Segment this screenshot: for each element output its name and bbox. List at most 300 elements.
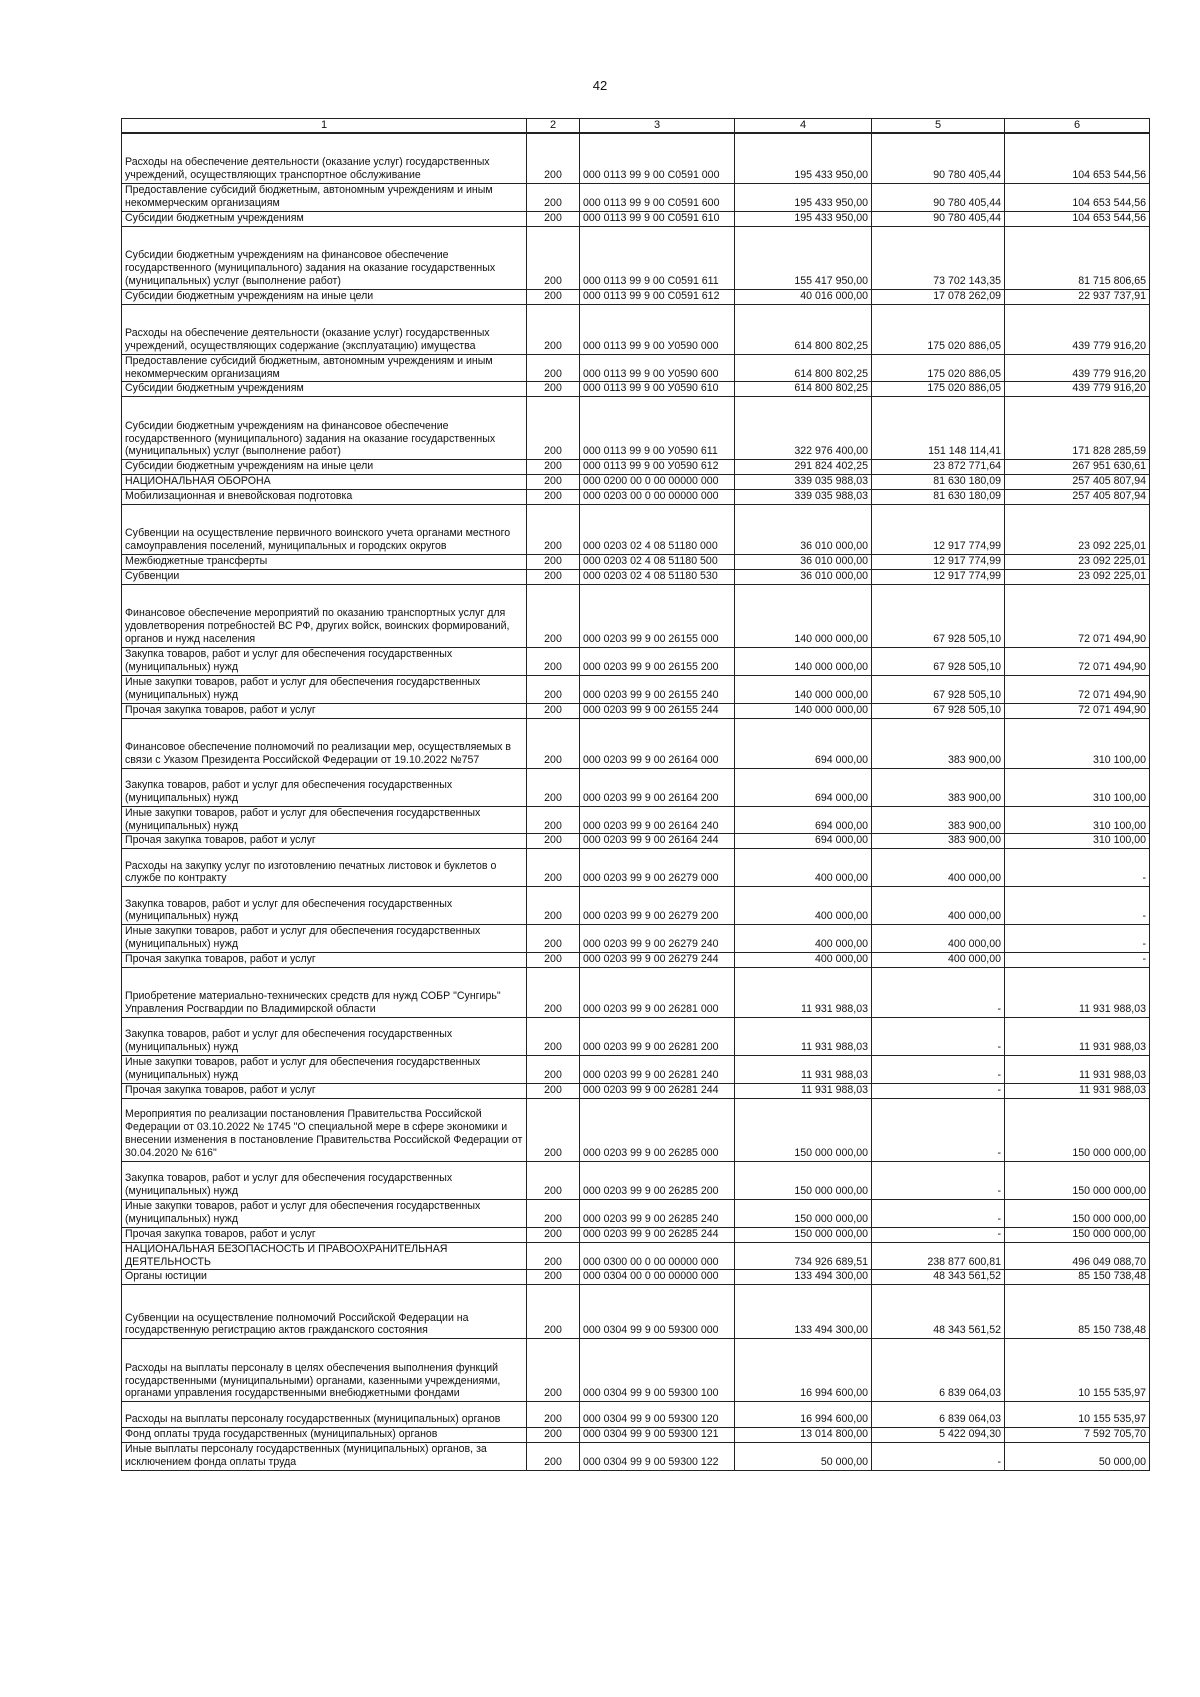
approved-amount-cell: 140 000 000,00 [735, 703, 872, 718]
line-code-cell: 200 [527, 555, 580, 570]
budget-classification-code-cell: 000 0203 99 9 00 26155 240 [580, 675, 735, 703]
approved-amount-cell: 339 035 988,03 [735, 490, 872, 505]
budget-classification-code-cell: 000 0304 00 0 00 00000 000 [580, 1270, 735, 1285]
executed-amount-cell: - [872, 1056, 1005, 1084]
budget-classification-code-cell: 000 0203 99 9 00 26155 200 [580, 647, 735, 675]
table-row [122, 1443, 1150, 1471]
approved-amount-cell: 133 494 300,00 [735, 1285, 872, 1339]
line-code-cell: 200 [527, 1285, 580, 1339]
line-code-cell: 200 [527, 806, 580, 834]
line-code-cell: 200 [527, 1242, 580, 1270]
unexecuted-amount-cell: 10 155 535,97 [1005, 1402, 1150, 1428]
budget-classification-code-cell: 000 0203 00 0 00 00000 000 [580, 490, 735, 505]
budget-classification-code-cell: 000 0203 99 9 00 26285 244 [580, 1227, 735, 1242]
expense-name-cell: Прочая закупка товаров, работ и услуг [122, 834, 527, 849]
expense-name-cell: Субсидии бюджетным учреждениям на иные цели [122, 460, 527, 475]
approved-amount-cell: 694 000,00 [735, 834, 872, 849]
table-row [122, 211, 1150, 226]
line-code-cell: 200 [527, 460, 580, 475]
expense-name-cell: Расходы на выплаты персоналу государственных (муниципальных) органов [122, 1402, 527, 1428]
expense-name-cell: Иные закупки товаров, работ и услуг для обеспечения государственных (муниципальных) нужд [122, 1056, 527, 1084]
line-code-cell: 200 [527, 703, 580, 718]
column-header-1: 1 [122, 119, 527, 134]
executed-amount-cell: 48 343 561,52 [872, 1270, 1005, 1285]
column-header-2: 2 [527, 119, 580, 134]
unexecuted-amount-cell: 439 779 916,20 [1005, 354, 1150, 382]
unexecuted-amount-cell: 50 000,00 [1005, 1443, 1150, 1471]
approved-amount-cell: 614 800 802,25 [735, 382, 872, 397]
approved-amount-cell: 36 010 000,00 [735, 570, 872, 585]
budget-classification-code-cell: 000 0203 99 9 00 26281 244 [580, 1083, 735, 1098]
approved-amount-cell: 614 800 802,25 [735, 354, 872, 382]
table-row [122, 834, 1150, 849]
executed-amount-cell: 383 900,00 [872, 806, 1005, 834]
unexecuted-amount-cell: 11 931 988,03 [1005, 1083, 1150, 1098]
budget-classification-code-cell: 000 0203 99 9 00 26164 244 [580, 834, 735, 849]
column-number-row [122, 119, 1150, 134]
expense-name-cell: Субсидии бюджетным учреждениям на иные цели [122, 289, 527, 304]
expense-name-cell: Закупка товаров, работ и услуг для обеспечения государственных (муниципальных) нужд [122, 768, 527, 806]
budget-classification-code-cell: 000 0203 99 9 00 26281 000 [580, 968, 735, 1018]
table-row [122, 849, 1150, 887]
executed-amount-cell: 400 000,00 [872, 953, 1005, 968]
table-row [122, 226, 1150, 289]
unexecuted-amount-cell: 81 715 806,65 [1005, 226, 1150, 289]
approved-amount-cell: 11 931 988,03 [735, 968, 872, 1018]
budget-classification-code-cell: 000 0304 99 9 00 59300 122 [580, 1443, 735, 1471]
expense-name-cell: Иные выплаты персоналу государственных (муниципальных) органов, за исключением фонда оплаты труда [122, 1443, 527, 1471]
budget-classification-code-cell: 000 0113 99 9 00 С0591 600 [580, 183, 735, 211]
unexecuted-amount-cell: 310 100,00 [1005, 768, 1150, 806]
table-row [122, 718, 1150, 768]
table-row [122, 490, 1150, 505]
budget-classification-code-cell: 000 0203 99 9 00 26279 240 [580, 925, 735, 953]
budget-classification-code-cell: 000 0113 99 9 00 У0590 612 [580, 460, 735, 475]
executed-amount-cell: 238 877 600,81 [872, 1242, 1005, 1270]
expense-name-cell: Расходы на обеспечение деятельности (оказание услуг) государственных учреждений, осуществляющих транспортное обслуживание [122, 133, 527, 183]
budget-classification-code-cell: 000 0203 02 4 08 51180 530 [580, 570, 735, 585]
table-row [122, 1098, 1150, 1161]
line-code-cell: 200 [527, 1443, 580, 1471]
line-code-cell: 200 [527, 1098, 580, 1161]
approved-amount-cell: 16 994 600,00 [735, 1339, 872, 1402]
executed-amount-cell: 67 928 505,10 [872, 584, 1005, 647]
table-row [122, 647, 1150, 675]
expense-name-cell: Субсидии бюджетным учреждениям [122, 382, 527, 397]
expense-name-cell: Приобретение материально-технических средств для нужд СОБР "Сунгирь" Управления Росгвардии по Владимирской области [122, 968, 527, 1018]
expense-name-cell: Прочая закупка товаров, работ и услуг [122, 1083, 527, 1098]
unexecuted-amount-cell: 257 405 807,94 [1005, 475, 1150, 490]
column-header-3: 3 [580, 119, 735, 134]
approved-amount-cell: 400 000,00 [735, 925, 872, 953]
line-code-cell: 200 [527, 887, 580, 925]
unexecuted-amount-cell: 72 071 494,90 [1005, 675, 1150, 703]
column-header-5: 5 [872, 119, 1005, 134]
executed-amount-cell: - [872, 1227, 1005, 1242]
expense-name-cell: Закупка товаров, работ и услуг для обеспечения государственных (муниципальных) нужд [122, 1018, 527, 1056]
approved-amount-cell: 133 494 300,00 [735, 1270, 872, 1285]
approved-amount-cell: 195 433 950,00 [735, 211, 872, 226]
unexecuted-amount-cell: 72 071 494,90 [1005, 703, 1150, 718]
line-code-cell: 200 [527, 584, 580, 647]
table-row [122, 1199, 1150, 1227]
budget-classification-code-cell: 000 0113 99 9 00 У0590 611 [580, 397, 735, 460]
budget-classification-code-cell: 000 0304 99 9 00 59300 000 [580, 1285, 735, 1339]
approved-amount-cell: 13 014 800,00 [735, 1428, 872, 1443]
approved-amount-cell: 150 000 000,00 [735, 1098, 872, 1161]
table-row [122, 584, 1150, 647]
table-row [122, 968, 1150, 1018]
table-row [122, 1285, 1150, 1339]
expense-name-cell: Мероприятия по реализации постановления Правительства Российской Федерации от 03.10.2022 № 1745 "О специальной мере в сфере экономики и внесении изменения в постановление Правительства Российской Федерации от 30.04.2020 № 616" [122, 1098, 527, 1161]
line-code-cell: 200 [527, 1227, 580, 1242]
unexecuted-amount-cell: 104 653 544,56 [1005, 183, 1150, 211]
budget-classification-code-cell: 000 0203 99 9 00 26281 200 [580, 1018, 735, 1056]
unexecuted-amount-cell: 23 092 225,01 [1005, 555, 1150, 570]
table-row [122, 1428, 1150, 1443]
budget-classification-code-cell: 000 0113 99 9 00 С0591 610 [580, 211, 735, 226]
line-code-cell: 200 [527, 647, 580, 675]
approved-amount-cell: 322 976 400,00 [735, 397, 872, 460]
unexecuted-amount-cell: 310 100,00 [1005, 718, 1150, 768]
budget-classification-code-cell: 000 0203 99 9 00 26164 200 [580, 768, 735, 806]
executed-amount-cell: 175 020 886,05 [872, 304, 1005, 354]
line-code-cell: 200 [527, 675, 580, 703]
line-code-cell: 200 [527, 1161, 580, 1199]
executed-amount-cell: 400 000,00 [872, 925, 1005, 953]
approved-amount-cell: 694 000,00 [735, 768, 872, 806]
column-header-6: 6 [1005, 119, 1150, 134]
executed-amount-cell: 67 928 505,10 [872, 703, 1005, 718]
expense-name-cell: Закупка товаров, работ и услуг для обеспечения государственных (муниципальных) нужд [122, 1161, 527, 1199]
unexecuted-amount-cell: 104 653 544,56 [1005, 133, 1150, 183]
executed-amount-cell: 17 078 262,09 [872, 289, 1005, 304]
budget-classification-code-cell: 000 0203 02 4 08 51180 500 [580, 555, 735, 570]
expense-name-cell: Органы юстиции [122, 1270, 527, 1285]
approved-amount-cell: 11 931 988,03 [735, 1056, 872, 1084]
approved-amount-cell: 400 000,00 [735, 849, 872, 887]
approved-amount-cell: 140 000 000,00 [735, 675, 872, 703]
line-code-cell: 200 [527, 354, 580, 382]
line-code-cell: 200 [527, 1056, 580, 1084]
approved-amount-cell: 694 000,00 [735, 806, 872, 834]
unexecuted-amount-cell: - [1005, 953, 1150, 968]
unexecuted-amount-cell: 11 931 988,03 [1005, 1056, 1150, 1084]
executed-amount-cell: 12 917 774,99 [872, 555, 1005, 570]
approved-amount-cell: 155 417 950,00 [735, 226, 872, 289]
expense-name-cell: Финансовое обеспечение мероприятий по оказанию транспортных услуг для удовлетворения потребностей ВС РФ, других войск, воинских формирований, органов и нужд населения [122, 584, 527, 647]
expense-name-cell: НАЦИОНАЛЬНАЯ БЕЗОПАСНОСТЬ И ПРАВООХРАНИТЕЛЬНАЯ ДЕЯТЕЛЬНОСТЬ [122, 1242, 527, 1270]
executed-amount-cell: 81 630 180,09 [872, 490, 1005, 505]
executed-amount-cell: 6 839 064,03 [872, 1402, 1005, 1428]
approved-amount-cell: 36 010 000,00 [735, 555, 872, 570]
line-code-cell: 200 [527, 1199, 580, 1227]
budget-classification-code-cell: 000 0203 99 9 00 26164 240 [580, 806, 735, 834]
budget-classification-code-cell: 000 0203 99 9 00 26281 240 [580, 1056, 735, 1084]
approved-amount-cell: 694 000,00 [735, 718, 872, 768]
line-code-cell: 200 [527, 1428, 580, 1443]
executed-amount-cell: 67 928 505,10 [872, 647, 1005, 675]
line-code-cell: 200 [527, 834, 580, 849]
executed-amount-cell: 5 422 094,30 [872, 1428, 1005, 1443]
table-row [122, 289, 1150, 304]
executed-amount-cell: - [872, 968, 1005, 1018]
unexecuted-amount-cell: 85 150 738,48 [1005, 1270, 1150, 1285]
unexecuted-amount-cell: 310 100,00 [1005, 806, 1150, 834]
approved-amount-cell: 16 994 600,00 [735, 1402, 872, 1428]
expense-name-cell: НАЦИОНАЛЬНАЯ ОБОРОНА [122, 475, 527, 490]
expense-name-cell: Субвенции [122, 570, 527, 585]
executed-amount-cell: 383 900,00 [872, 718, 1005, 768]
line-code-cell: 200 [527, 925, 580, 953]
unexecuted-amount-cell: 496 049 088,70 [1005, 1242, 1150, 1270]
line-code-cell: 200 [527, 211, 580, 226]
unexecuted-amount-cell: 10 155 535,97 [1005, 1339, 1150, 1402]
budget-classification-code-cell: 000 0203 99 9 00 26164 000 [580, 718, 735, 768]
table-row [122, 505, 1150, 555]
budget-classification-code-cell: 000 0203 99 9 00 26155 244 [580, 703, 735, 718]
line-code-cell: 200 [527, 133, 580, 183]
approved-amount-cell: 150 000 000,00 [735, 1227, 872, 1242]
line-code-cell: 200 [527, 382, 580, 397]
approved-amount-cell: 400 000,00 [735, 887, 872, 925]
expense-name-cell: Финансовое обеспечение полномочий по реализации мер, осуществляемых в связи с Указом Президента Российской Федерации от 19.10.2022 №757 [122, 718, 527, 768]
executed-amount-cell: 90 780 405,44 [872, 211, 1005, 226]
line-code-cell: 200 [527, 1083, 580, 1098]
approved-amount-cell: 11 931 988,03 [735, 1083, 872, 1098]
expense-name-cell: Субсидии бюджетным учреждениям на финансовое обеспечение государственного (муниципального) задания на оказание государственных (муниципальных) услуг (выполнение работ) [122, 226, 527, 289]
expense-name-cell: Иные закупки товаров, работ и услуг для обеспечения государственных (муниципальных) нужд [122, 675, 527, 703]
unexecuted-amount-cell: 23 092 225,01 [1005, 505, 1150, 555]
unexecuted-amount-cell: 150 000 000,00 [1005, 1227, 1150, 1242]
expense-name-cell: Субвенции на осуществление полномочий Российской Федерации на государственную регистрацию актов гражданского состояния [122, 1285, 527, 1339]
executed-amount-cell: 383 900,00 [872, 768, 1005, 806]
approved-amount-cell: 400 000,00 [735, 953, 872, 968]
executed-amount-cell: 73 702 143,35 [872, 226, 1005, 289]
table-row [122, 1018, 1150, 1056]
line-code-cell: 200 [527, 397, 580, 460]
expense-name-cell: Мобилизационная и вневойсковая подготовка [122, 490, 527, 505]
table-row [122, 768, 1150, 806]
budget-classification-code-cell: 000 0203 99 9 00 26279 200 [580, 887, 735, 925]
budget-classification-code-cell: 000 0304 99 9 00 59300 121 [580, 1428, 735, 1443]
unexecuted-amount-cell: 267 951 630,61 [1005, 460, 1150, 475]
unexecuted-amount-cell: 439 779 916,20 [1005, 382, 1150, 397]
executed-amount-cell: 12 917 774,99 [872, 570, 1005, 585]
table-row [122, 1083, 1150, 1098]
line-code-cell: 200 [527, 968, 580, 1018]
table-row [122, 1339, 1150, 1402]
line-code-cell: 200 [527, 289, 580, 304]
unexecuted-amount-cell: 150 000 000,00 [1005, 1199, 1150, 1227]
expense-name-cell: Иные закупки товаров, работ и услуг для обеспечения государственных (муниципальных) нужд [122, 1199, 527, 1227]
executed-amount-cell: - [872, 1098, 1005, 1161]
budget-classification-code-cell: 000 0113 99 9 00 С0591 611 [580, 226, 735, 289]
unexecuted-amount-cell: 104 653 544,56 [1005, 211, 1150, 226]
unexecuted-amount-cell: 72 071 494,90 [1005, 647, 1150, 675]
budget-classification-code-cell: 000 0113 99 9 00 С0591 000 [580, 133, 735, 183]
column-header-4: 4 [735, 119, 872, 134]
budget-classification-code-cell: 000 0203 99 9 00 26279 244 [580, 953, 735, 968]
table-row [122, 675, 1150, 703]
budget-classification-code-cell: 000 0113 99 9 00 У0590 610 [580, 382, 735, 397]
budget-classification-code-cell: 000 0113 99 9 00 У0590 000 [580, 304, 735, 354]
approved-amount-cell: 291 824 402,25 [735, 460, 872, 475]
executed-amount-cell: 81 630 180,09 [872, 475, 1005, 490]
executed-amount-cell: 383 900,00 [872, 834, 1005, 849]
line-code-cell: 200 [527, 1018, 580, 1056]
approved-amount-cell: 195 433 950,00 [735, 183, 872, 211]
line-code-cell: 200 [527, 1270, 580, 1285]
expense-name-cell: Прочая закупка товаров, работ и услуг [122, 953, 527, 968]
approved-amount-cell: 11 931 988,03 [735, 1018, 872, 1056]
executed-amount-cell: 175 020 886,05 [872, 354, 1005, 382]
approved-amount-cell: 140 000 000,00 [735, 647, 872, 675]
budget-classification-code-cell: 000 0113 99 9 00 У0590 600 [580, 354, 735, 382]
expense-name-cell: Расходы на выплаты персоналу в целях обеспечения выполнения функций государственными (муниципальными) органами, казенными учреждениями, органами управления государственными внебюджетными фондами [122, 1339, 527, 1402]
approved-amount-cell: 339 035 988,03 [735, 475, 872, 490]
unexecuted-amount-cell: 11 931 988,03 [1005, 1018, 1150, 1056]
executed-amount-cell: 400 000,00 [872, 849, 1005, 887]
executed-amount-cell: 175 020 886,05 [872, 382, 1005, 397]
executed-amount-cell: 151 148 114,41 [872, 397, 1005, 460]
executed-amount-cell: - [872, 1199, 1005, 1227]
unexecuted-amount-cell: 257 405 807,94 [1005, 490, 1150, 505]
page-number: 42 [592, 78, 608, 93]
table-row [122, 1227, 1150, 1242]
executed-amount-cell: 23 872 771,64 [872, 460, 1005, 475]
budget-classification-code-cell: 000 0203 99 9 00 26285 240 [580, 1199, 735, 1227]
approved-amount-cell: 140 000 000,00 [735, 584, 872, 647]
unexecuted-amount-cell: 85 150 738,48 [1005, 1285, 1150, 1339]
budget-classification-code-cell: 000 0203 02 4 08 51180 000 [580, 505, 735, 555]
executed-amount-cell: 48 343 561,52 [872, 1285, 1005, 1339]
approved-amount-cell: 195 433 950,00 [735, 133, 872, 183]
executed-amount-cell: 6 839 064,03 [872, 1339, 1005, 1402]
executed-amount-cell: 67 928 505,10 [872, 675, 1005, 703]
table-row [122, 1056, 1150, 1084]
table-row [122, 1161, 1150, 1199]
expense-name-cell: Расходы на обеспечение деятельности (оказание услуг) государственных учреждений, осуществляющих содержание (эксплуатацию) имущества [122, 304, 527, 354]
line-code-cell: 200 [527, 304, 580, 354]
budget-execution-table [121, 118, 1150, 1471]
table-row [122, 555, 1150, 570]
unexecuted-amount-cell: 23 092 225,01 [1005, 570, 1150, 585]
unexecuted-amount-cell: 22 937 737,91 [1005, 289, 1150, 304]
line-code-cell: 200 [527, 570, 580, 585]
table-row [122, 806, 1150, 834]
budget-classification-code-cell: 000 0304 99 9 00 59300 120 [580, 1402, 735, 1428]
unexecuted-amount-cell: 171 828 285,59 [1005, 397, 1150, 460]
table-row [122, 1402, 1150, 1428]
line-code-cell: 200 [527, 849, 580, 887]
line-code-cell: 200 [527, 490, 580, 505]
approved-amount-cell: 36 010 000,00 [735, 505, 872, 555]
line-code-cell: 200 [527, 226, 580, 289]
budget-classification-code-cell: 000 0203 99 9 00 26285 200 [580, 1161, 735, 1199]
table-row [122, 887, 1150, 925]
executed-amount-cell: - [872, 1161, 1005, 1199]
executed-amount-cell: - [872, 1083, 1005, 1098]
line-code-cell: 200 [527, 718, 580, 768]
executed-amount-cell: 90 780 405,44 [872, 133, 1005, 183]
table-row [122, 1270, 1150, 1285]
budget-classification-code-cell: 000 0203 99 9 00 26285 000 [580, 1098, 735, 1161]
expense-name-cell: Субсидии бюджетным учреждениям [122, 211, 527, 226]
executed-amount-cell: - [872, 1443, 1005, 1471]
approved-amount-cell: 614 800 802,25 [735, 304, 872, 354]
unexecuted-amount-cell: 439 779 916,20 [1005, 304, 1150, 354]
approved-amount-cell: 150 000 000,00 [735, 1161, 872, 1199]
approved-amount-cell: 40 016 000,00 [735, 289, 872, 304]
expense-name-cell: Прочая закупка товаров, работ и услуг [122, 703, 527, 718]
budget-classification-code-cell: 000 0113 99 9 00 С0591 612 [580, 289, 735, 304]
approved-amount-cell: 734 926 689,51 [735, 1242, 872, 1270]
budget-classification-code-cell: 000 0304 99 9 00 59300 100 [580, 1339, 735, 1402]
line-code-cell: 200 [527, 183, 580, 211]
unexecuted-amount-cell: 72 071 494,90 [1005, 584, 1150, 647]
table-row [122, 183, 1150, 211]
line-code-cell: 200 [527, 505, 580, 555]
budget-classification-code-cell: 000 0203 99 9 00 26279 000 [580, 849, 735, 887]
table-row [122, 1242, 1150, 1270]
table-row [122, 703, 1150, 718]
unexecuted-amount-cell: 150 000 000,00 [1005, 1098, 1150, 1161]
line-code-cell: 200 [527, 475, 580, 490]
line-code-cell: 200 [527, 1402, 580, 1428]
table-row [122, 354, 1150, 382]
expense-name-cell: Предоставление субсидий бюджетным, автономным учреждениям и иным некоммерческим организациям [122, 354, 527, 382]
table-row [122, 397, 1150, 460]
table-row [122, 475, 1150, 490]
unexecuted-amount-cell: - [1005, 887, 1150, 925]
expense-name-cell: Субсидии бюджетным учреждениям на финансовое обеспечение государственного (муниципального) задания на оказание государственных (муниципальных) услуг (выполнение работ) [122, 397, 527, 460]
unexecuted-amount-cell: - [1005, 925, 1150, 953]
unexecuted-amount-cell: 11 931 988,03 [1005, 968, 1150, 1018]
expense-name-cell: Закупка товаров, работ и услуг для обеспечения государственных (муниципальных) нужд [122, 647, 527, 675]
executed-amount-cell: - [872, 1018, 1005, 1056]
expense-name-cell: Иные закупки товаров, работ и услуг для обеспечения государственных (муниципальных) нужд [122, 925, 527, 953]
budget-classification-code-cell: 000 0200 00 0 00 00000 000 [580, 475, 735, 490]
executed-amount-cell: 12 917 774,99 [872, 505, 1005, 555]
table-row [122, 953, 1150, 968]
expense-name-cell: Закупка товаров, работ и услуг для обеспечения государственных (муниципальных) нужд [122, 887, 527, 925]
table-row [122, 570, 1150, 585]
unexecuted-amount-cell: 7 592 705,70 [1005, 1428, 1150, 1443]
expense-name-cell: Прочая закупка товаров, работ и услуг [122, 1227, 527, 1242]
expense-name-cell: Предоставление субсидий бюджетным, автономным учреждениям и иным некоммерческим организациям [122, 183, 527, 211]
unexecuted-amount-cell: 310 100,00 [1005, 834, 1150, 849]
table-body [122, 133, 1150, 1470]
table-row [122, 304, 1150, 354]
expense-name-cell: Межбюджетные трансферты [122, 555, 527, 570]
executed-amount-cell: 400 000,00 [872, 887, 1005, 925]
approved-amount-cell: 150 000 000,00 [735, 1199, 872, 1227]
expense-name-cell: Фонд оплаты труда государственных (муниципальных) органов [122, 1428, 527, 1443]
table-row [122, 925, 1150, 953]
approved-amount-cell: 50 000,00 [735, 1443, 872, 1471]
expense-name-cell: Расходы на закупку услуг по изготовлению печатных листовок и буклетов о службе по контракту [122, 849, 527, 887]
executed-amount-cell: 90 780 405,44 [872, 183, 1005, 211]
unexecuted-amount-cell: 150 000 000,00 [1005, 1161, 1150, 1199]
unexecuted-amount-cell: - [1005, 849, 1150, 887]
budget-classification-code-cell: 000 0300 00 0 00 00000 000 [580, 1242, 735, 1270]
table-row [122, 460, 1150, 475]
line-code-cell: 200 [527, 1339, 580, 1402]
line-code-cell: 200 [527, 953, 580, 968]
expense-name-cell: Субвенции на осуществление первичного воинского учета органами местного самоуправления поселений, муниципальных и городских округов [122, 505, 527, 555]
line-code-cell: 200 [527, 768, 580, 806]
